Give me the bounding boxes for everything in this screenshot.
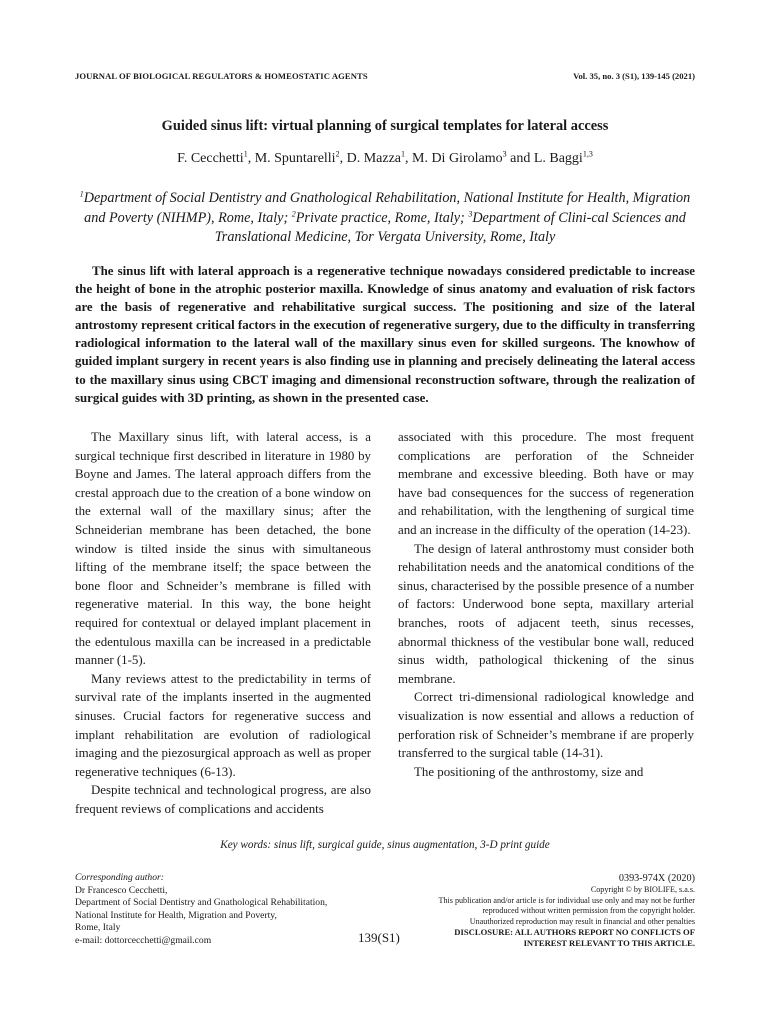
author: F. Cecchetti bbox=[177, 151, 244, 166]
body-column-right bbox=[398, 428, 694, 781]
author-affiliation-mark: 1,3 bbox=[582, 149, 593, 159]
rights-notice: Unauthorized reproduction may result in financial and other penalties bbox=[469, 916, 695, 926]
copyright-line: Copyright © by BIOLIFE, s.a.s. bbox=[590, 885, 695, 894]
body-column-left bbox=[75, 428, 371, 818]
body-paragraph: Despite technical and technological progress, are also frequent reviews of complications and accidents bbox=[75, 783, 371, 816]
affiliation-text: Private practice, Rome, Italy; bbox=[295, 209, 469, 226]
copyright-block bbox=[395, 872, 695, 949]
affiliation-number: 2 bbox=[291, 208, 296, 218]
corresponding-author-email: e-mail: dottorcecchetti@gmail.com bbox=[75, 934, 212, 946]
volume-info: Vol. 35, no. 3 (S1), 139-145 (2021) bbox=[573, 71, 695, 81]
author-separator: and bbox=[506, 151, 534, 166]
disclosure: INTEREST RELEVANT TO THIS ARTICLE. bbox=[523, 938, 695, 949]
page-number: 139(S1) bbox=[358, 930, 400, 945]
author: M. Spuntarelli bbox=[254, 151, 336, 166]
corresponding-author-line: Department of Social Dentistry and Gnathological Rehabilitation, bbox=[75, 897, 328, 909]
author-separator: , bbox=[405, 151, 412, 166]
affiliation-number: 3 bbox=[468, 208, 473, 218]
journal-name: JOURNAL OF BIOLOGICAL REGULATORS & HOMEOSTATIC AGENTS bbox=[75, 71, 368, 81]
corresponding-author-line: Dr Francesco Cecchetti, bbox=[75, 884, 168, 896]
affiliation-text: Department of Social Dentistry and Gnathological Rehabilitation, National Institute for Health, Migration and Poverty (NIHMP), Rome, Italy; bbox=[83, 190, 691, 226]
body-paragraph: The design of lateral anthrostomy must consider both rehabilitation needs and the anatomical conditions of the sinus, characterised by the possible presence of a number of factors: Underwood bone septa, maxillary arterial branches, roots of adjacent teeth, sinus recesses, abnormal thickness of the vestibular bone wall, reduced sinus width, pathological thickening of the sinus membrane. bbox=[398, 541, 694, 686]
rights-notice: This publication and/or article is for individual use only and may not be further bbox=[438, 895, 695, 905]
author-affiliation-mark: 1 bbox=[401, 149, 405, 159]
disclosure: DISCLOSURE: ALL AUTHORS REPORT NO CONFLICTS OF bbox=[454, 927, 695, 938]
author-separator: , bbox=[339, 151, 347, 166]
corresponding-author-line: Rome, Italy bbox=[75, 922, 121, 934]
abstract: The sinus lift with lateral approach is a regenerative technique nowadays considered predictable to increase the height of bone in the atrophic posterior maxilla. Knowledge of sinus anatomy and evaluation of risk factors are the basis of regenerative and rehabilitative surgical success. The positioning and size of the lateral antrostomy represent critical factors in the execution of regenerative surgery, due to the difficulty in transferring radiological information to the lateral wall of the maxillary sinus even for skilled surgeons. The knowhow of guided implant surgery in recent years is also finding use in planning and precisely delineating the lateral access to the maxillary sinus using CBCT imaging and dimensional reconstruction software, through the realization of surgical guides with 3D printing, as shown in the presented case. bbox=[75, 264, 695, 405]
body-paragraph: The positioning of the anthrostomy, size and bbox=[414, 764, 644, 779]
author-affiliation-mark: 2 bbox=[335, 149, 340, 159]
corresponding-author-line: National Institute for Health, Migration and Poverty, bbox=[75, 909, 277, 921]
corresponding-author-label: Corresponding author: bbox=[75, 872, 164, 883]
body-paragraph: The Maxillary sinus lift, with lateral access, is a surgical technique first described in literature in 1980 by Boyne and James. The lateral approach differs from the crestal approach due to the creation of a bone window on the external wall of the maxillary sinus; after the Schneiderian membrane has been detached, the bone window is tilted inside the sinus with simultaneous lifting of the membrane itself; the space between the bone floor and Schneider’s membrane is filled with regenerative material. In this way, the bone height required for contextual or delayed implant placement in the edentulous maxilla can be increased in a predictable manner (1-5). bbox=[75, 430, 371, 668]
affiliation-text: Department of Clini-cal Sciences and Translational Medicine, Tor Vergata University, Rome, Italy bbox=[214, 209, 686, 245]
affiliation-number: 1 bbox=[79, 189, 84, 199]
issn: 0393-974X (2020) bbox=[618, 873, 695, 884]
corresponding-author bbox=[75, 872, 375, 948]
author-list bbox=[75, 151, 695, 167]
body-paragraph: Many reviews attest to the predictability in terms of survival rate of the implants inserted in the augmented sinuses. Crucial factors for regenerative success and implant rehabilitation are evolution of radiological imaging and the piezosurgical approach as well as proper regenerative techniques (6-13). bbox=[75, 671, 371, 779]
rights-notice: reproduced without written permission from the copyright holder. bbox=[482, 906, 695, 916]
affiliations bbox=[70, 189, 700, 248]
author: D. Mazza bbox=[346, 151, 401, 166]
article-title: Guided sinus lift: virtual planning of surgical templates for lateral access bbox=[161, 118, 609, 134]
keywords: Key words: sinus lift, surgical guide, sinus augmentation, 3-D print guide bbox=[220, 839, 550, 851]
author: L. Baggi bbox=[533, 151, 583, 166]
body-paragraph: associated with this procedure. The most frequent complications are perforation of the Schneider membrane and excessive bleeding. Both have or may have bad consequences for the success of regeneration and rehabilitation, with the lengthening of surgical time and an increase in the difficulty of the operation (14-23). bbox=[398, 430, 694, 537]
author-separator: , bbox=[247, 151, 255, 166]
author-affiliation-mark: 3 bbox=[502, 149, 507, 159]
author-affiliation-mark: 1 bbox=[243, 149, 248, 159]
body-paragraph: Correct tri-dimensional radiological knowledge and visualization is now essential and allows a reduction of perforation risk of Schneider’s membrane if are properly transferred to the surgical table (14-31). bbox=[398, 690, 694, 761]
author: M. Di Girolamo bbox=[412, 151, 503, 166]
